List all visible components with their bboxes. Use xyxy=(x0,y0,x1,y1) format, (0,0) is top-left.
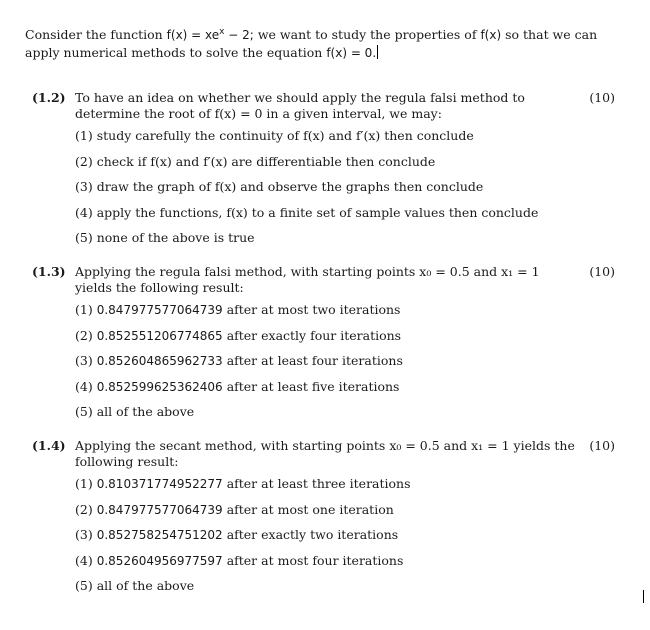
question-marks: (10) xyxy=(589,90,615,105)
question-number: (1.4) xyxy=(32,438,66,453)
intro-text-3: so that we can apply numerical methods to solve the equation xyxy=(25,27,598,60)
options-list xyxy=(75,474,620,602)
option-2[interactable]: (2) 0.847977577064739 after at most one iteration xyxy=(75,501,394,517)
question-1-4 xyxy=(32,438,620,602)
question-1-3 xyxy=(32,264,620,428)
mouse-cursor-icon xyxy=(643,590,644,603)
option-3[interactable]: (3) draw the graph of f(x) and observe the graphs then conclude xyxy=(75,179,484,194)
question-1-2 xyxy=(32,90,620,254)
option-4[interactable]: (4) 0.852599625362406 after at least five iterations xyxy=(75,378,400,394)
question-number: (1.2) xyxy=(32,90,66,105)
intro-text-1: Consider the function xyxy=(25,27,163,42)
option-5[interactable]: (5) none of the above is true xyxy=(75,230,255,245)
text-cursor xyxy=(377,45,378,59)
options-list xyxy=(75,300,620,428)
question-text: To have an idea on whether we should apply the regula falsi method to determine the root of f(x) = 0 in a given interval, we may: xyxy=(75,90,525,121)
question-marks: (10) xyxy=(589,438,615,453)
function-symbol: f(x) xyxy=(480,28,502,42)
option-1[interactable]: (1) 0.810371774952277 after at least three iterations xyxy=(75,476,411,491)
equation: f(x) = 0. xyxy=(326,46,377,60)
option-4[interactable]: (4) apply the functions, f(x) to a finite set of sample values then conclude xyxy=(75,204,539,220)
question-text: Applying the regula falsi method, with starting points x₀ = 0.5 and x₁ = 1 yields the following result: xyxy=(75,264,540,295)
question-text: Applying the secant method, with starting points x₀ = 0.5 and x₁ = 1 yields the following result: xyxy=(75,438,575,469)
intro-text-2: we want to study the properties of xyxy=(257,27,477,42)
option-3[interactable]: (3) 0.852604865962733 after at least four iterations xyxy=(75,353,403,368)
question-marks: (10) xyxy=(589,264,615,279)
option-1[interactable]: (1) 0.847977577064739 after at most two iterations xyxy=(75,302,401,317)
option-1[interactable]: (1) study carefully the continuity of f(x) and f′(x) then conclude xyxy=(75,128,474,143)
question-number: (1.3) xyxy=(32,264,66,279)
option-5[interactable]: (5) all of the above xyxy=(75,404,195,419)
intro-paragraph xyxy=(25,24,625,62)
option-5[interactable]: (5) all of the above xyxy=(75,578,195,593)
function-definition: $f(x) = xe^x - 2$; xyxy=(166,27,254,42)
option-2[interactable]: (2) check if f(x) and f′(x) are differentiable then conclude xyxy=(75,153,436,169)
options-list xyxy=(75,126,620,254)
option-4[interactable]: (4) 0.852604956977597 after at most four iterations xyxy=(75,552,404,568)
option-3[interactable]: (3) 0.852758254751202 after exactly two iterations xyxy=(75,527,399,542)
option-2[interactable]: (2) 0.852551206774865 after exactly four iterations xyxy=(75,327,402,343)
